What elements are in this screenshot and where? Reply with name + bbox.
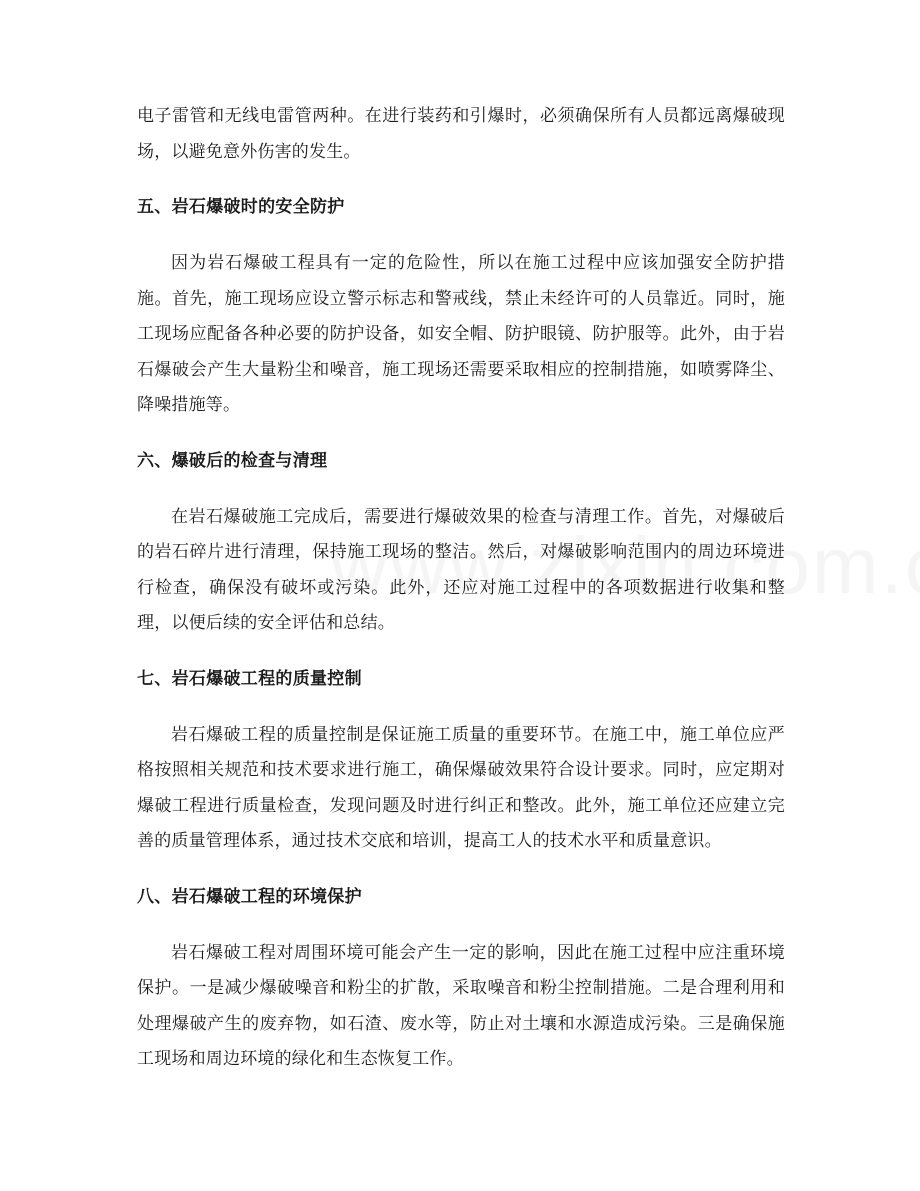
- heading-quality-control: 七、岩石爆破工程的质量控制: [137, 668, 362, 689]
- paragraph-safety-protection: 因为岩石爆破工程具有一定的危险性，所以在施工过程中应该加强安全防护措施。首先，施工现场应设立警示标志和警戒线，禁止未经许可的人员靠近。同时，施工现场应配备各种必要的防护设备，如安全帽、防护眼镜、防护服等。此外，由于岩石爆破会产生大量粉尘和噪音，施工现场还需要采取相应的控制措施，如喷雾降尘、降噪措施等。: [137, 253, 785, 415]
- paragraph-detonators: 电子雷管和无线电雷管两种。在进行装药和引爆时，必须确保所有人员都远离爆破现场，以避免意外伤害的发生。: [137, 106, 785, 162]
- heading-environmental-protection: 八、岩石爆破工程的环境保护: [137, 886, 362, 907]
- paragraph-environmental-protection: 岩石爆破工程对周围环境可能会产生一定的影响，因此在施工过程中应注重环境保护。一是减少爆破噪音和粉尘的扩散，采取噪音和粉尘控制措施。二是合理利用和处理爆破产生的废弃物，如石渣、废水等，防止对土壤和水源造成污染。三是确保施工现场和周边环境的绿化和生态恢复工作。: [137, 942, 785, 1069]
- document-body: [137, 99, 785, 1078]
- paragraph-inspection-cleanup: 在岩石爆破施工完成后，需要进行爆破效果的检查与清理工作。首先，对爆破后的岩石碎片进行清理，保持施工现场的整洁。然后，对爆破影响范围内的周边环境进行检查，确保没有破坏或污染。此外，还应对施工过程中的各项数据进行收集和整理，以便后续的安全评估和总结。: [137, 506, 785, 633]
- heading-inspection-cleanup: 六、爆破后的检查与清理: [137, 450, 328, 471]
- heading-safety-protection: 五、岩石爆破时的安全防护: [137, 197, 345, 217]
- paragraph-quality-control: 岩石爆破工程的质量控制是保证施工质量的重要环节。在施工中，施工单位应严格按照相关规范和技术要求进行施工，确保爆破效果符合设计要求。同时，应定期对爆破工程进行质量检查，发现问题及时进行纠正和整改。此外，施工单位还应建立完善的质量管理体系，通过技术交底和培训，提高工人的技术水平和质量意识。: [137, 724, 785, 851]
